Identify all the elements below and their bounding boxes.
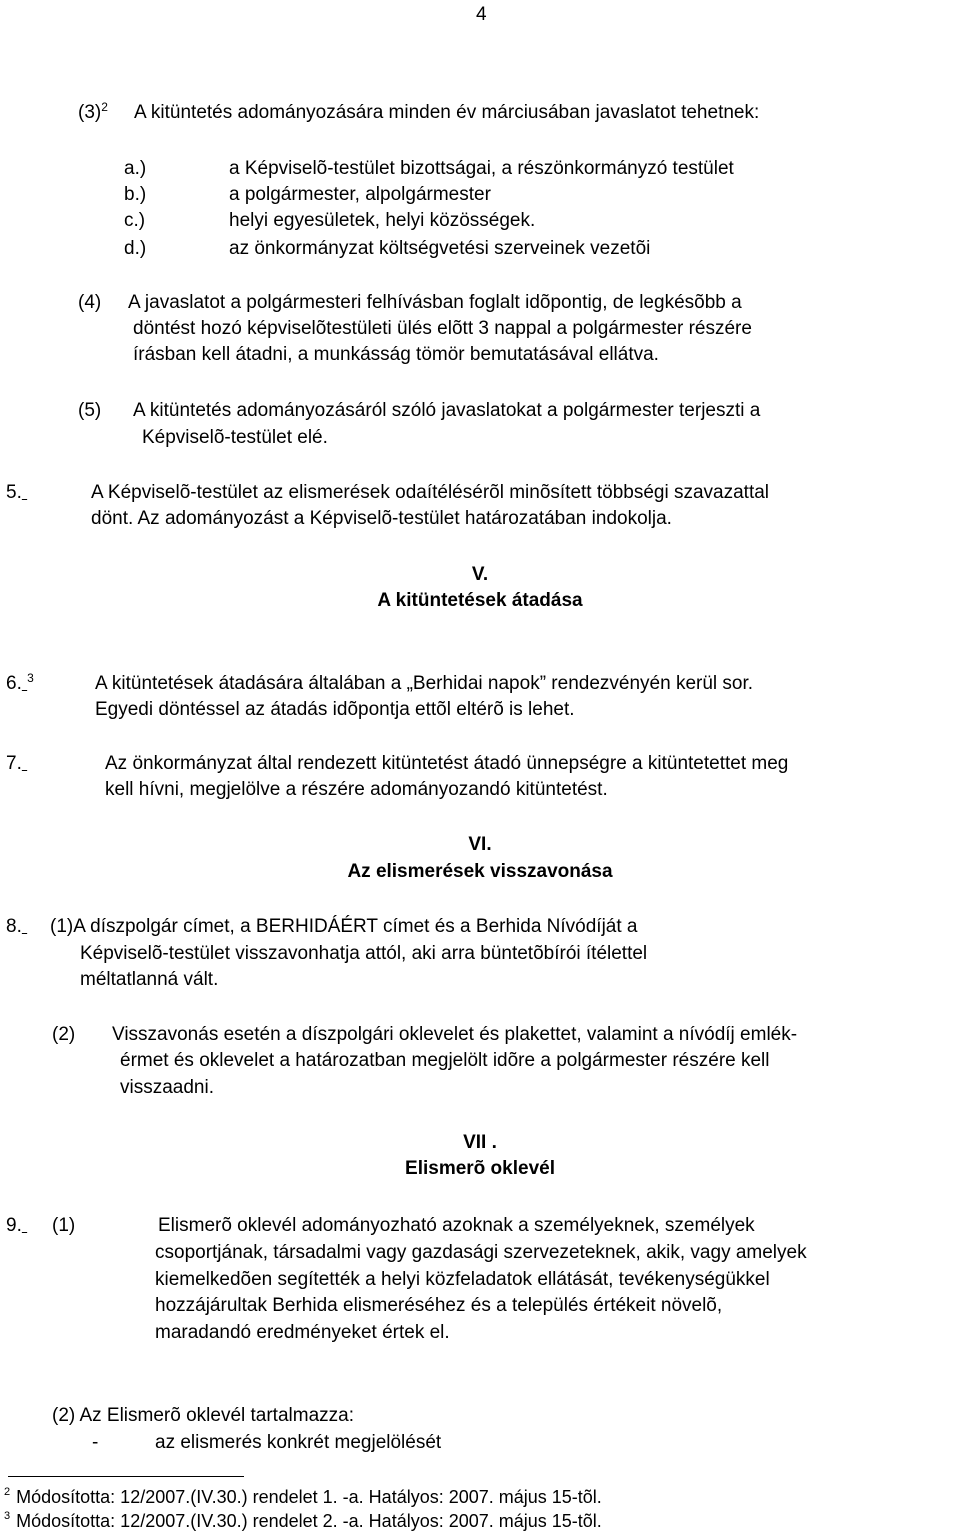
section-9-num: 9. (6, 1215, 22, 1236)
list-item-text-c: helyi egyesületek, helyi közösségek. (229, 210, 536, 231)
section-6-line1: A kitüntetések átadására általában a „Berhidai napok” rendezvényén kerül sor. (95, 673, 754, 694)
footnote-ref-2[interactable]: 2 (101, 100, 108, 114)
footnote-2 (4, 1484, 602, 1510)
section-8-p2-line1: Visszavonás esetén a díszpolgári oklevelet és plakettet, valamint a nívódíj emlék- (112, 1024, 798, 1045)
chapter-6-number: VI. (468, 834, 492, 855)
chapter-7-number: VII . (463, 1132, 497, 1153)
para4-line2: döntést hozó képviselõtestületi ülés elõtt 3 nappal a polgármester részére (133, 318, 752, 339)
para3-text: A kitüntetés adományozására minden év márciusában javaslatot tehetnek: (134, 102, 760, 123)
list-item-mark-b: b.) (124, 184, 147, 205)
section-8-p2-line3: visszaadni. (120, 1077, 214, 1098)
chapter-6-title: Az elismerések visszavonása (347, 861, 613, 882)
list-item-mark-a: a.) (124, 158, 147, 179)
section-8-p2-label: (2) (52, 1024, 76, 1045)
chapter-5-number: V. (471, 564, 489, 585)
section-8-p1-line3: méltatlanná vált. (80, 969, 219, 990)
para3-label (78, 100, 108, 126)
section-8-p2-line2: érmet és oklevelet a határozatban megjelölt idõre a polgármester részére kell (120, 1050, 770, 1071)
chapter-5-title: A kitüntetések átadása (377, 590, 583, 611)
section-6-num: 6. (6, 673, 22, 694)
section-9-p1-line1: Elismerõ oklevél adományozható azoknak a személyeknek, személyek (158, 1215, 755, 1236)
section-5-line1: A Képviselõ-testület az elismerések odaítélésérõl minõsített többségi szavazattal (91, 482, 770, 503)
para5-line2: Képviselõ-testület elé. (142, 427, 328, 448)
para5-line1: A kitüntetés adományozásáról szóló javaslatokat a polgármester terjeszti a (133, 400, 761, 421)
section-sign-9 (22, 1215, 27, 1236)
section-5-line2: dönt. Az adományozást a Képviselõ-testület határozatában indokolja. (91, 508, 672, 529)
section-7-number (6, 751, 27, 777)
para4-line1: A javaslatot a polgármesteri felhívásban foglalt idõpontig, de legkésõbb a (128, 292, 742, 313)
section-5-num: 5. (6, 482, 22, 503)
section-9-p1-line3: kiemelkedõen segítették a helyi közfeladatok ellátását, tevékenységükkel (155, 1269, 770, 1290)
para5-label: (5) (78, 400, 102, 421)
list-item-text-a: a Képviselõ-testület bizottságai, a részönkormányzó testület (229, 158, 734, 179)
section-5-number (6, 480, 27, 506)
section-8-num: 8. (6, 916, 22, 937)
footnote-3 (4, 1508, 602, 1534)
footnote-ref-3[interactable]: 3 (27, 671, 34, 685)
section-8-p1-line2: Képviselõ-testület visszavonhatja attól, aki arra büntetõbírói ítélettel (80, 943, 648, 964)
para4-label: (4) (78, 292, 102, 313)
list-item-mark-c: c.) (124, 210, 146, 231)
section-9-p2-item: az elismerés konkrét megjelölését (155, 1432, 442, 1453)
list-item-text-b: a polgármester, alpolgármester (229, 184, 491, 205)
footnote-3-text: Módosította: 12/2007.(IV.30.) rendelet 2. -a. Hatályos: 2007. május 15-tõl. (16, 1511, 602, 1531)
section-8-number (6, 914, 27, 940)
footnote-separator (8, 1476, 244, 1477)
chapter-7-title: Elismerõ oklevél (405, 1158, 555, 1179)
section-7-line2: kell hívni, megjelölve a részére adományozandó kitüntetést. (105, 779, 608, 800)
section-9-p2-dash: - (92, 1432, 99, 1453)
footnote-3-number: 3 (4, 1510, 11, 1522)
section-7-line1: Az önkormányzat által rendezett kitüntetést átadó ünnepségre a kitüntetettet meg (105, 753, 789, 774)
footnote-2-text: Módosította: 12/2007.(IV.30.) rendelet 1. -a. Hatályos: 2007. május 15-tõl. (16, 1487, 602, 1507)
section-9-p2-line1: (2) Az Elismerõ oklevél tartalmazza: (52, 1405, 354, 1426)
section-sign-8 (22, 916, 27, 937)
list-item-text-d: az önkormányzat költségvetési szerveinek vezetõi (229, 238, 651, 259)
section-9-p1-line2: csoportjának, társadalmi vagy gazdasági szervezeteknek, akik, vagy amelyek (155, 1242, 807, 1263)
section-sign-5 (22, 482, 27, 503)
section-7-num: 7. (6, 753, 22, 774)
section-sign-7 (22, 753, 27, 774)
section-8-p1-line1: (1)A díszpolgár címet, a BERHIDÁÉRT címet és a Berhida Nívódíját a (50, 916, 638, 937)
section-9-number (6, 1213, 27, 1239)
section-6-line2: Egyedi döntéssel az átadás idõpontja ettõl eltérõ is lehet. (95, 699, 575, 720)
para4-line3: írásban kell átadni, a munkásság tömör bemutatásával ellátva. (133, 344, 659, 365)
section-9-p1-line5: maradandó eredményeket értek el. (155, 1322, 450, 1343)
list-item-mark-d: d.) (124, 238, 147, 259)
section-9-p1-label: (1) (52, 1215, 76, 1236)
section-6-number (6, 671, 34, 697)
footnote-2-number: 2 (4, 1486, 11, 1498)
page-number: 4 (476, 4, 487, 25)
section-9-p1-line4: hozzájárultak Berhida elismeréséhez és a település értékeit növelõ, (155, 1295, 723, 1316)
para3-label-text: (3) (78, 102, 102, 123)
